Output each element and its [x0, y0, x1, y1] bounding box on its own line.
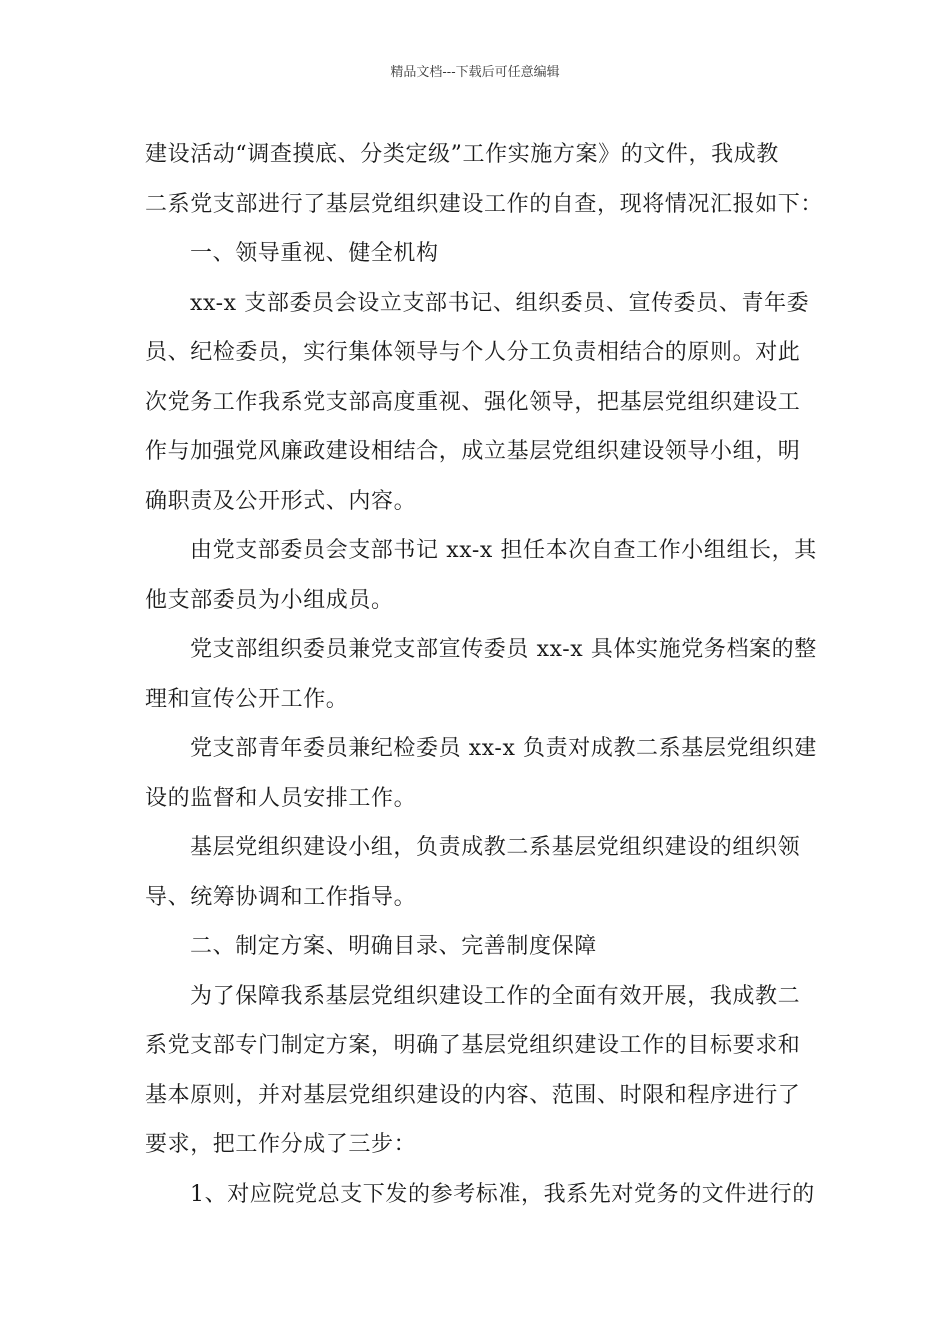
text-line: 要求，把工作分成了三步：: [145, 1132, 417, 1157]
text-line: 建设活动“调查摸底、分类定级”工作实施方案》的文件，我成教: [145, 142, 779, 167]
text-line: 1、对应院党总支下发的参考标准，我系先对党务的文件进行的: [190, 1181, 815, 1207]
text-line: 他支部委员为小组成员。: [145, 587, 394, 613]
text-line: 确职责及公开形式、内容。: [145, 488, 417, 514]
text-line: 基本原则，并对基层党组织建设的内容、范围、时限和程序进行了: [145, 1082, 801, 1108]
text-line: 理和宣传公开工作。: [145, 686, 349, 712]
text-line: 党支部青年委员兼纪检委员 xx-x 负责对成教二系基层党组织建: [190, 736, 817, 761]
text-line: 为了保障我系基层党组织建设工作的全面有效开展，我成教二: [190, 983, 801, 1009]
text-line: 由党支部委员会支部书记 xx-x 担任本次自查工作小组组长，其: [190, 538, 817, 563]
page-header: 精品文档---下载后可任意编辑: [390, 65, 560, 80]
text-line: 二系党支部进行了基层党组织建设工作的自查，现将情况汇报如下：: [145, 191, 824, 217]
text-line: 党支部组织委员兼党支部宣传委员 xx-x 具体实施党务档案的整: [190, 637, 817, 662]
text-line: 员、纪检委员，实行集体领导与个人分工负责相结合的原则。对此: [145, 340, 801, 365]
text-line: 作与加强党风廉政建设相结合，成立基层党组织建设领导小组，明: [145, 439, 801, 464]
text-line: 系党支部专门制定方案，明确了基层党组织建设工作的目标要求和: [145, 1033, 801, 1058]
text-line: 基层党组织建设小组，负责成教二系基层党组织建设的组织领: [190, 835, 801, 860]
text-line: xx-x 支部委员会设立支部书记、组织委员、宣传委员、青年委: [190, 290, 810, 316]
document-body: [145, 130, 824, 1219]
section-heading: 二、制定方案、明确目录、完善制度保障: [190, 934, 597, 959]
section-heading: 一、领导重视、健全机构: [190, 241, 439, 266]
text-line: 设的监督和人员安排工作。: [145, 785, 417, 811]
text-line: 导、统筹协调和工作指导。: [145, 884, 417, 910]
text-line: 次党务工作我系党支部高度重视、强化领导，把基层党组织建设工: [145, 389, 801, 415]
